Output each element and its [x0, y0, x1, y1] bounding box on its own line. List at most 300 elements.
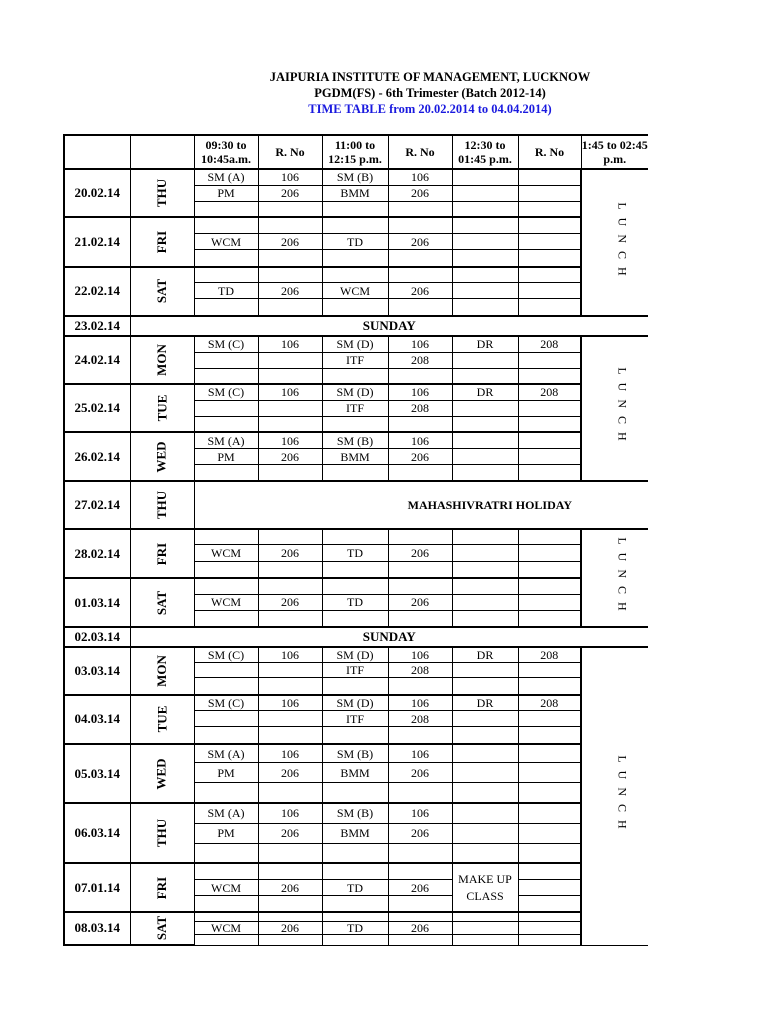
slot-cell: 206: [388, 449, 452, 465]
slot-cell: WCM: [194, 922, 258, 935]
slot-cell: SM (B): [322, 432, 388, 448]
slot-cell: [518, 169, 581, 185]
slot-cell: [322, 678, 388, 695]
slot-cell: BMM: [322, 763, 388, 782]
slot-cell: [452, 744, 518, 763]
slot-cell: 106: [388, 695, 452, 711]
slot-cell: BMM: [322, 185, 388, 201]
slot-cell: [258, 561, 322, 578]
date-cell: 22.02.14: [64, 267, 130, 316]
slot-cell: [322, 912, 388, 922]
day-cell: [130, 384, 194, 432]
slot-cell: [258, 935, 322, 945]
day-cell: [130, 169, 194, 217]
day-cell: [130, 578, 194, 627]
slot-cell: 208: [518, 647, 581, 662]
slot-cell: DR: [452, 647, 518, 662]
slot-cell: [518, 880, 581, 896]
slot-cell: [518, 922, 581, 935]
slot-cell: [452, 610, 518, 627]
slot-cell: 206: [388, 545, 452, 561]
slot-cell: [322, 578, 388, 594]
slot-cell: TD: [322, 922, 388, 935]
slot-cell: TD: [322, 880, 388, 896]
slot-cell: [322, 782, 388, 803]
day-label: FRI: [153, 876, 169, 899]
slot-cell: [322, 863, 388, 879]
slot-cell: SM (C): [194, 647, 258, 662]
slot-cell: [452, 727, 518, 744]
day-cell: [130, 863, 194, 911]
makeup-class-cell: MAKE UP CLASS: [452, 863, 518, 911]
lunch-label: LUNCH: [615, 367, 630, 449]
slot-cell: [194, 843, 258, 863]
slot-cell: [322, 727, 388, 744]
slot-cell: [452, 803, 518, 823]
slot-cell: [518, 843, 581, 863]
slot-cell: [322, 368, 388, 384]
slot-cell: [388, 843, 452, 863]
slot-cell: [258, 201, 322, 217]
slot-cell: [518, 185, 581, 201]
slot-cell: [258, 678, 322, 695]
slot-cell: SM (B): [322, 803, 388, 823]
slot-cell: 106: [258, 432, 322, 448]
slot-cell: 208: [518, 384, 581, 400]
slot-cell: SM (C): [194, 336, 258, 352]
slot-cell: [194, 663, 258, 678]
slot-cell: 106: [258, 169, 322, 185]
table-row: [64, 384, 648, 400]
slot-cell: [388, 217, 452, 233]
date-cell: 24.02.14: [64, 336, 130, 384]
slot-cell: [194, 368, 258, 384]
slot-cell: [194, 912, 258, 922]
slot-cell: [518, 201, 581, 217]
day-cell: [130, 744, 194, 803]
slot-cell: [452, 233, 518, 249]
slot-cell: [258, 912, 322, 922]
day-cell: [130, 336, 194, 384]
slot-cell: 106: [258, 695, 322, 711]
slot-cell: 106: [388, 744, 452, 763]
slot-cell: [194, 578, 258, 594]
slot-cell: 206: [258, 594, 322, 610]
slot-cell: 208: [518, 695, 581, 711]
slot-cell: [388, 863, 452, 879]
slot-cell: [518, 400, 581, 416]
institute-title: JAIPURIA INSTITUTE OF MANAGEMENT, LUCKNOW: [269, 70, 591, 84]
slot-cell: [388, 250, 452, 267]
slot-cell: 106: [258, 803, 322, 823]
slot-cell: 206: [388, 880, 452, 896]
slot-cell: 206: [388, 763, 452, 782]
table-row: [64, 803, 648, 823]
slot-cell: [322, 267, 388, 283]
slot-cell: [258, 727, 322, 744]
slot-cell: [322, 610, 388, 627]
date-cell: 27.02.14: [64, 481, 130, 529]
slot-cell: [452, 169, 518, 185]
day-label: SAT: [153, 590, 169, 615]
sunday-label: SUNDAY: [130, 627, 648, 647]
slot-cell: 106: [388, 432, 452, 448]
slot-cell: [194, 529, 258, 545]
slot-cell: [452, 663, 518, 678]
table-row: [64, 169, 648, 185]
slot-cell: [322, 416, 388, 432]
slot-cell: 206: [258, 449, 322, 465]
slot-cell: [518, 727, 581, 744]
slot-cell: [452, 432, 518, 448]
slot-cell: PM: [194, 823, 258, 843]
slot-cell: SM (D): [322, 647, 388, 662]
date-cell: 02.03.14: [64, 627, 130, 647]
slot-cell: [518, 368, 581, 384]
slot-cell: [194, 561, 258, 578]
slot-cell: 106: [258, 384, 322, 400]
slot-cell: [452, 545, 518, 561]
slot-cell: TD: [322, 545, 388, 561]
slot-cell: 106: [388, 169, 452, 185]
slot-cell: PM: [194, 763, 258, 782]
table-row: [64, 432, 648, 448]
slot-cell: [518, 594, 581, 610]
slot-cell: [194, 782, 258, 803]
slot-cell: [194, 299, 258, 316]
slot-cell: [452, 449, 518, 465]
slot-cell: [388, 299, 452, 316]
column-header-r2: R. No: [388, 135, 452, 169]
date-cell: 21.02.14: [64, 217, 130, 266]
slot-cell: [388, 935, 452, 945]
slot-cell: 208: [518, 336, 581, 352]
slot-cell: [194, 678, 258, 695]
slot-cell: [322, 896, 388, 912]
slot-cell: [258, 299, 322, 316]
slot-cell: DR: [452, 336, 518, 352]
slot-cell: DR: [452, 384, 518, 400]
slot-cell: [518, 763, 581, 782]
slot-cell: [518, 283, 581, 299]
slot-cell: [258, 416, 322, 432]
day-cell: [130, 647, 194, 694]
slot-cell: WCM: [322, 283, 388, 299]
slot-cell: [194, 711, 258, 727]
date-cell: 25.02.14: [64, 384, 130, 432]
slot-cell: [194, 727, 258, 744]
date-cell: 26.02.14: [64, 432, 130, 480]
slot-cell: [194, 201, 258, 217]
slot-cell: WCM: [194, 594, 258, 610]
slot-cell: 106: [388, 647, 452, 662]
slot-cell: [322, 217, 388, 233]
slot-cell: SM (B): [322, 169, 388, 185]
slot-cell: [518, 935, 581, 945]
slot-cell: [258, 352, 322, 368]
slot-cell: [258, 400, 322, 416]
date-cell: 23.02.14: [64, 316, 130, 336]
slot-cell: SM (D): [322, 336, 388, 352]
slot-cell: [388, 912, 452, 922]
slot-cell: [452, 843, 518, 863]
day-cell: [130, 217, 194, 266]
column-header-r1: R. No: [258, 135, 322, 169]
slot-cell: [452, 594, 518, 610]
slot-cell: WCM: [194, 880, 258, 896]
slot-cell: [388, 896, 452, 912]
slot-cell: [518, 529, 581, 545]
table-row: [64, 863, 648, 879]
slot-cell: [452, 400, 518, 416]
slot-cell: [452, 529, 518, 545]
slot-cell: ITF: [322, 711, 388, 727]
day-label: MON: [154, 655, 169, 687]
table-row: [64, 529, 648, 545]
slot-cell: [452, 678, 518, 695]
day-cell: [130, 529, 194, 578]
slot-cell: [258, 529, 322, 545]
slot-cell: [452, 912, 518, 922]
lunch-label: LUNCH: [615, 755, 630, 838]
slot-cell: [258, 843, 322, 863]
slot-cell: [452, 352, 518, 368]
slot-cell: 206: [258, 283, 322, 299]
slot-cell: [452, 782, 518, 803]
slot-cell: [518, 299, 581, 316]
holiday-label: MAHASHIVRATRI HOLIDAY: [194, 481, 648, 529]
date-cell: 04.03.14: [64, 695, 130, 744]
slot-cell: ITF: [322, 400, 388, 416]
slot-cell: [518, 545, 581, 561]
slot-cell: [518, 250, 581, 267]
column-header-r3: R. No: [518, 135, 581, 169]
slot-cell: [258, 610, 322, 627]
slot-cell: [518, 610, 581, 627]
slot-cell: [322, 299, 388, 316]
slot-cell: [518, 561, 581, 578]
slot-cell: [194, 400, 258, 416]
slot-cell: [518, 678, 581, 695]
slot-cell: [452, 578, 518, 594]
timetable-grid: [63, 134, 648, 946]
date-cell: 05.03.14: [64, 744, 130, 803]
sunday-row: [64, 627, 648, 647]
table-row: [64, 217, 648, 233]
slot-cell: [258, 663, 322, 678]
slot-cell: [452, 416, 518, 432]
slot-cell: [322, 529, 388, 545]
slot-cell: [518, 416, 581, 432]
slot-cell: 206: [258, 880, 322, 896]
slot-cell: [452, 763, 518, 782]
table-row: [64, 695, 648, 711]
slot-cell: 206: [388, 283, 452, 299]
slot-cell: [518, 863, 581, 879]
day-cell: [130, 803, 194, 863]
day-label: THU: [153, 179, 169, 208]
slot-cell: [258, 711, 322, 727]
slot-cell: [518, 449, 581, 465]
slot-cell: [452, 299, 518, 316]
slot-cell: [258, 267, 322, 283]
slot-cell: [518, 912, 581, 922]
slot-cell: [518, 352, 581, 368]
day-cell: [130, 267, 194, 316]
slot-cell: PM: [194, 185, 258, 201]
slot-cell: [322, 561, 388, 578]
slot-cell: [258, 782, 322, 803]
slot-cell: 106: [258, 336, 322, 352]
slot-cell: 206: [258, 233, 322, 249]
slot-cell: [518, 217, 581, 233]
lunch-column: [581, 169, 648, 316]
day-label: TUE: [153, 705, 169, 733]
slot-cell: [258, 465, 322, 481]
slot-cell: [388, 610, 452, 627]
slot-cell: [452, 185, 518, 201]
day-label: TUE: [153, 394, 169, 422]
header-row: [64, 135, 648, 169]
slot-cell: [518, 233, 581, 249]
slot-cell: [452, 711, 518, 727]
table-row: [64, 647, 648, 662]
slot-cell: BMM: [322, 449, 388, 465]
slot-cell: 206: [258, 922, 322, 935]
program-title: PGDM(FS) - 6th Trimester (Batch 2012-14): [314, 86, 546, 100]
slot-cell: [452, 922, 518, 935]
date-cell: 03.03.14: [64, 647, 130, 694]
slot-cell: [388, 416, 452, 432]
slot-cell: [388, 561, 452, 578]
lunch-column: [581, 647, 648, 945]
slot-cell: [518, 432, 581, 448]
slot-cell: [388, 782, 452, 803]
slot-cell: [452, 283, 518, 299]
slot-cell: [258, 896, 322, 912]
slot-cell: [388, 578, 452, 594]
slot-cell: 106: [388, 803, 452, 823]
table-row: [64, 912, 648, 922]
corner-cell: [130, 135, 194, 169]
slot-cell: [452, 935, 518, 945]
slot-cell: 208: [388, 711, 452, 727]
slot-cell: [388, 678, 452, 695]
slot-cell: SM (C): [194, 695, 258, 711]
date-cell: 08.03.14: [64, 912, 130, 945]
slot-cell: 206: [388, 594, 452, 610]
slot-cell: [258, 250, 322, 267]
slot-cell: [518, 782, 581, 803]
column-header-c1: 09:30 to 10:45a.m.: [194, 135, 258, 169]
lunch-column: [581, 336, 648, 481]
slot-cell: [388, 465, 452, 481]
slot-cell: [452, 201, 518, 217]
lunch-label: LUNCH: [615, 201, 630, 284]
slot-cell: SM (A): [194, 169, 258, 185]
slot-cell: 206: [388, 823, 452, 843]
slot-cell: PM: [194, 449, 258, 465]
slot-cell: [388, 727, 452, 744]
slot-cell: SM (C): [194, 384, 258, 400]
slot-cell: [452, 465, 518, 481]
slot-cell: 206: [388, 922, 452, 935]
day-label: THU: [153, 490, 169, 519]
slot-cell: [388, 368, 452, 384]
slot-cell: [194, 610, 258, 627]
slot-cell: [518, 663, 581, 678]
slot-cell: [388, 201, 452, 217]
holiday-row: [64, 481, 648, 529]
slot-cell: TD: [194, 283, 258, 299]
slot-cell: [388, 529, 452, 545]
slot-cell: TD: [322, 594, 388, 610]
slot-cell: [518, 711, 581, 727]
slot-cell: SM (A): [194, 803, 258, 823]
slot-cell: [194, 896, 258, 912]
timetable-period: TIME TABLE from 20.02.2014 to 04.04.2014): [308, 102, 552, 116]
slot-cell: [452, 561, 518, 578]
table-row: [64, 336, 648, 352]
slot-cell: [322, 201, 388, 217]
slot-cell: ITF: [322, 663, 388, 678]
slot-cell: TD: [322, 233, 388, 249]
slot-cell: [518, 823, 581, 843]
slot-cell: 106: [388, 384, 452, 400]
lunch-label: LUNCH: [615, 537, 630, 619]
day-cell: [130, 432, 194, 480]
day-cell: [130, 481, 194, 529]
column-header-c3: 12:30 to 01:45 p.m.: [452, 135, 518, 169]
slot-cell: [452, 823, 518, 843]
slot-cell: WCM: [194, 545, 258, 561]
slot-cell: [258, 863, 322, 879]
day-label: FRI: [153, 542, 169, 565]
lunch-column: [581, 529, 648, 627]
day-label: WED: [154, 758, 169, 790]
slot-cell: [322, 250, 388, 267]
slot-cell: BMM: [322, 823, 388, 843]
day-label: MON: [154, 344, 169, 376]
slot-cell: 208: [388, 400, 452, 416]
slot-cell: 106: [258, 744, 322, 763]
slot-cell: [518, 267, 581, 283]
day-cell: [130, 695, 194, 744]
date-cell: 20.02.14: [64, 169, 130, 217]
day-label: SAT: [153, 916, 169, 941]
sunday-row: [64, 316, 648, 336]
slot-cell: SM (D): [322, 384, 388, 400]
slot-cell: [518, 896, 581, 912]
table-row: [64, 578, 648, 594]
column-header-c4: 1:45 to 02:45 p.m.: [581, 135, 648, 169]
slot-cell: 206: [258, 763, 322, 782]
slot-cell: [194, 267, 258, 283]
slot-cell: 106: [388, 336, 452, 352]
slot-cell: [194, 465, 258, 481]
slot-cell: [452, 368, 518, 384]
slot-cell: [258, 578, 322, 594]
slot-cell: DR: [452, 695, 518, 711]
sunday-label: SUNDAY: [130, 316, 648, 336]
day-label: WED: [154, 441, 169, 473]
slot-cell: 106: [258, 647, 322, 662]
slot-cell: SM (D): [322, 695, 388, 711]
slot-cell: [518, 803, 581, 823]
slot-cell: [194, 352, 258, 368]
slot-cell: [258, 217, 322, 233]
slot-cell: [518, 578, 581, 594]
